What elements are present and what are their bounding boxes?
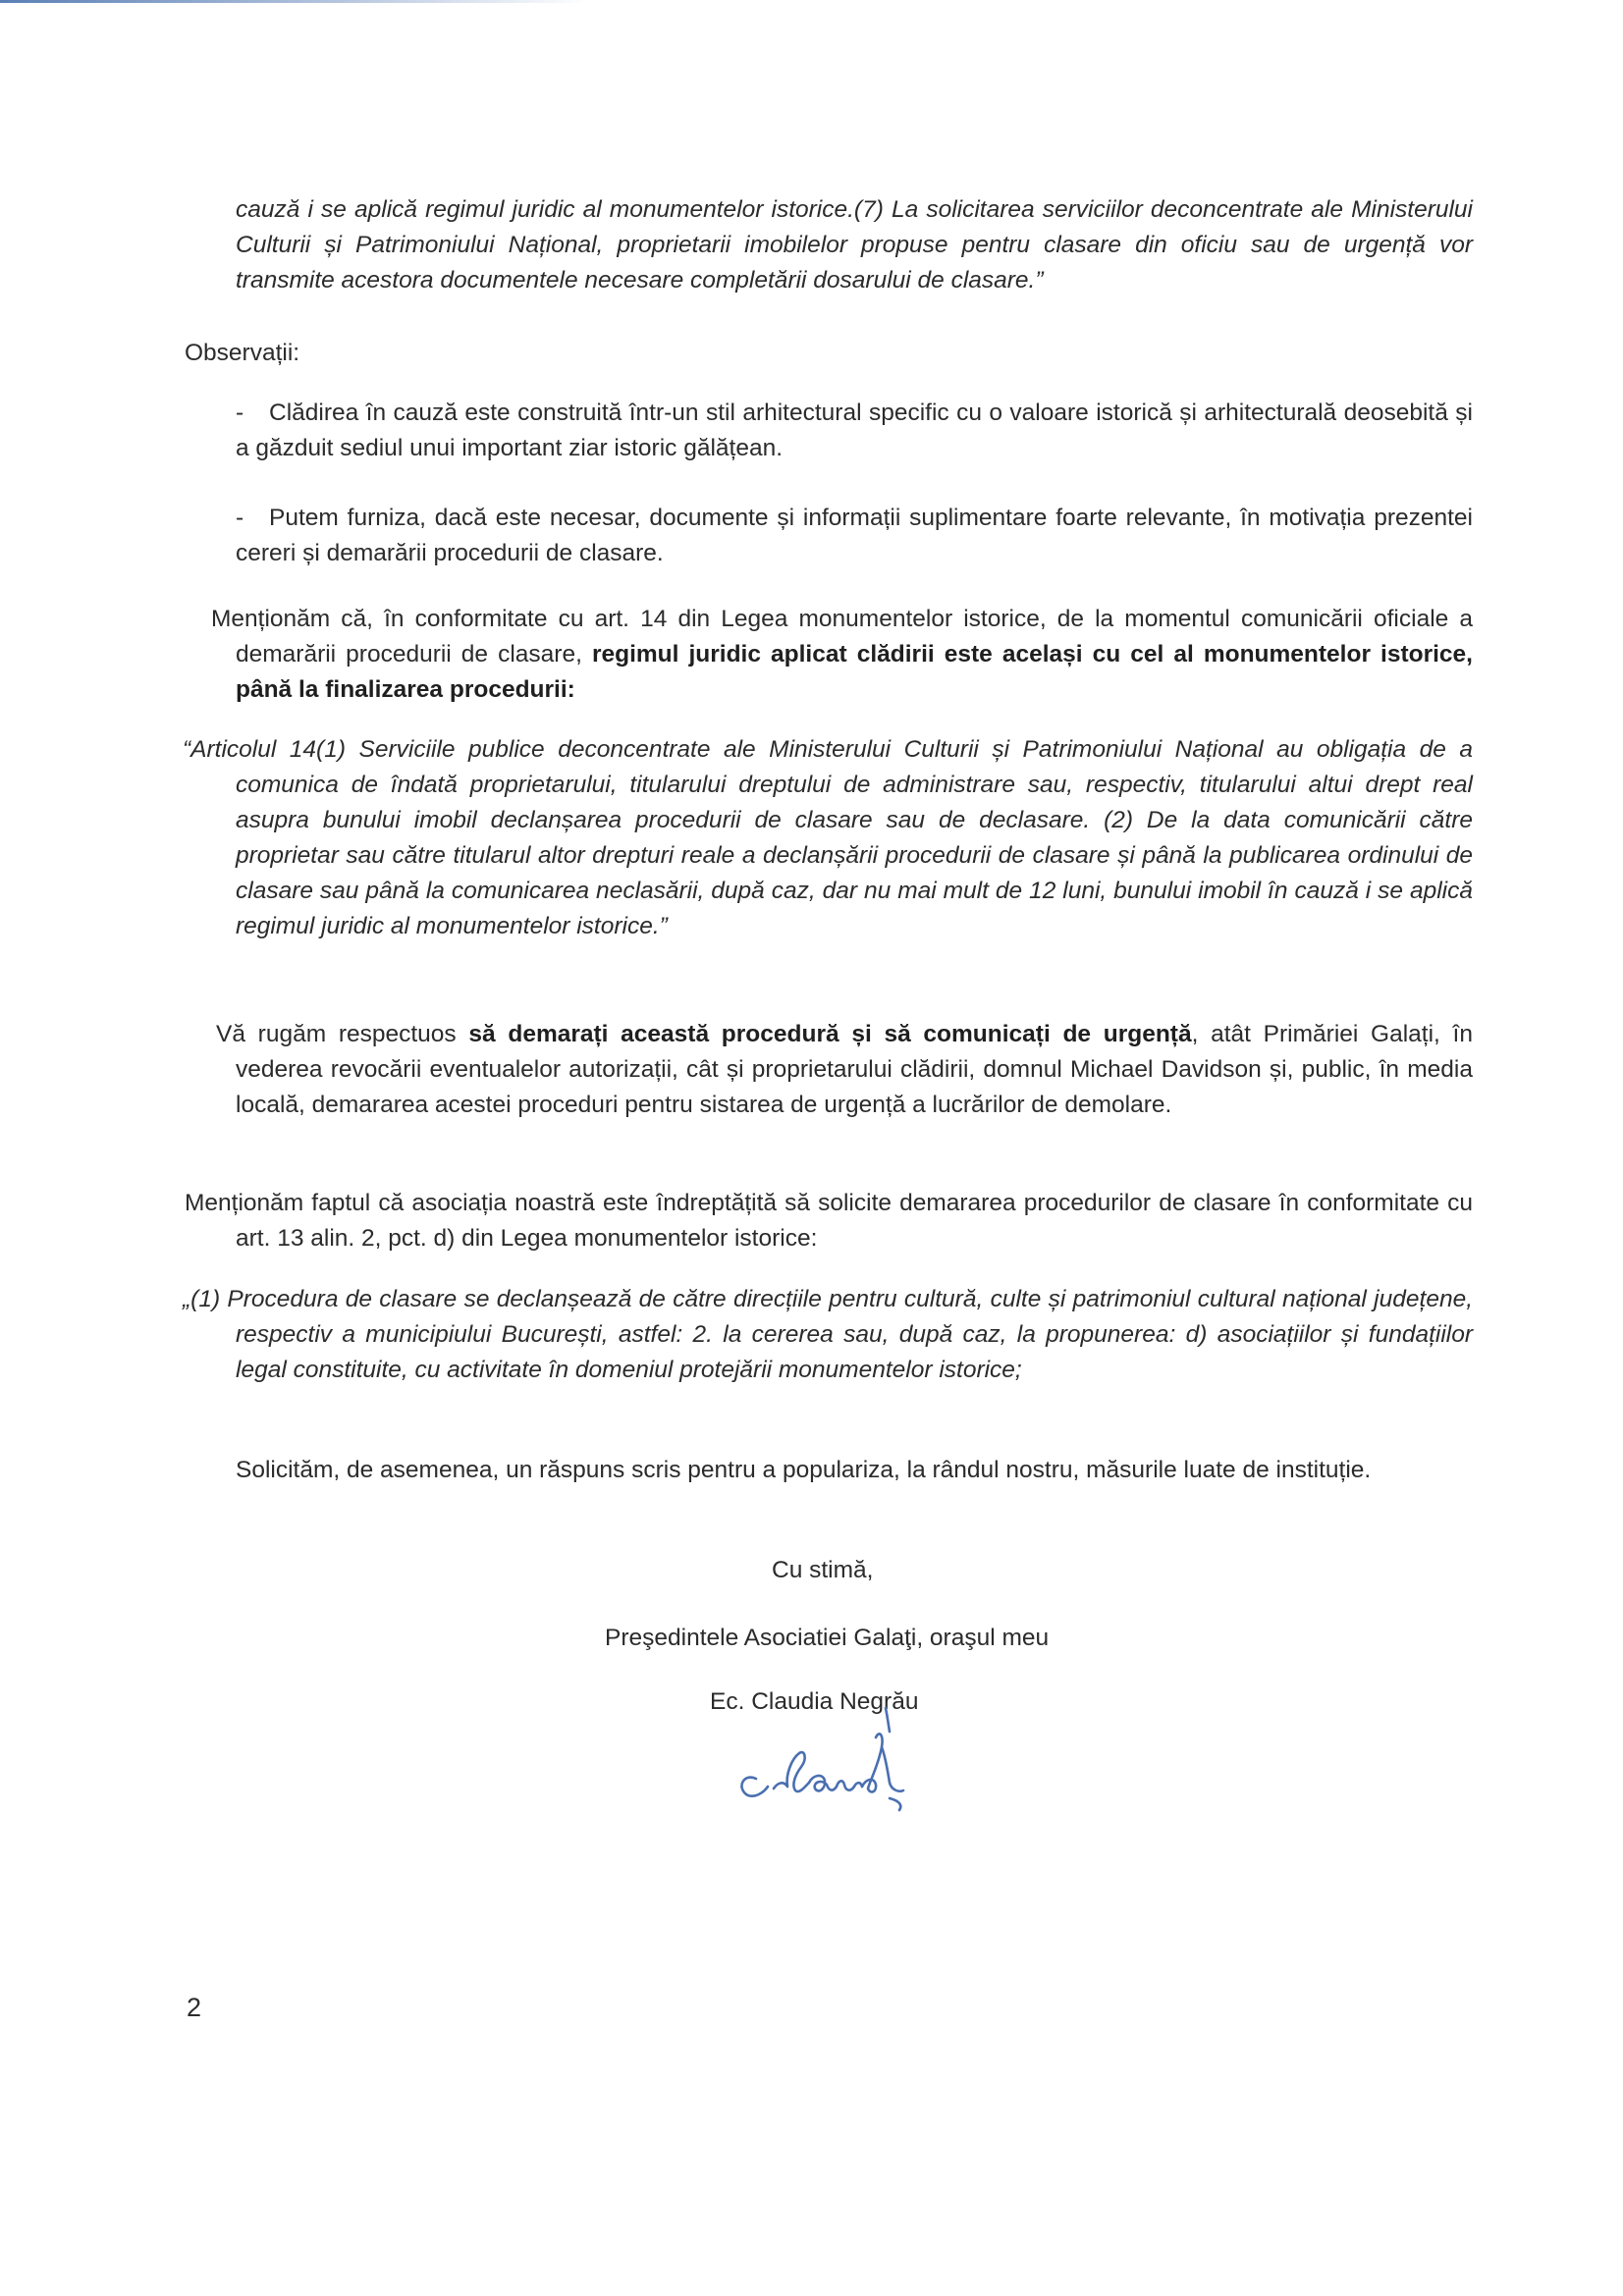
observation-text: Putem furniza, dacă este necesar, documente și informații suplimentare foarte relevante, în motivația prezentei cereri și demarării procedurii de clasare. [236,505,1473,566]
scan-edge-line [0,0,589,3]
closing-request: Solicităm, de asemenea, un răspuns scris pentru a populariza, la rândul nostru, măsurile luate de instituție. [236,1457,1372,1483]
observation-item [236,396,1473,466]
request-bold-text: să demarați această procedură și să comunicați de urgență [468,1021,1192,1047]
article-14-quote: “Articolul 14(1) Serviciile publice deconcentrate ale Ministerului Culturii și Patrimoniului Național au obligația de a comunica de îndată proprietarului, titularului dreptului de administrare sau, respectiv, titularului altui drept real asupra bunului imobil declanșarea procedurii de clasare sau de declasare. (2) De la data comunicării către proprietar sau către titularul altor drepturi reale a declanșării procedurii de clasare și până la publicarea ordinului de clasare sau până la comunicarea neclasării, după caz, dar nu mai mult de 12 luni, bunului imobil în cauză i se aplică regimul juridic al monumentelor istorice.” [183,736,1473,939]
observations-heading: Observații: [185,340,300,366]
page-number: 2 [187,1993,202,2022]
handwritten-signature [717,1688,992,1816]
mention-article-14 [211,602,1473,708]
greeting: Cu stimă, [772,1557,874,1583]
observation-item [236,501,1473,571]
mention-article-13: Menționăm faptul că asociația noastră este îndreptățită să solicite demararea procedurilor de clasare în conformitate cu art. 13 alin. 2, pct. d) din Legea monumentelor istorice: [185,1190,1473,1252]
mention-bold-text: regimul juridic aplicat clădirii este același cu cel al monumentelor istorice, până la finalizarea procedurii: [236,641,1473,703]
bullet-dash: - [236,505,244,531]
quote-continuation: cauză i se aplică regimul juridic al monumentelor istorice.(7) La solicitarea serviciilor deconcentrate ale Ministerului Culturii și Patrimoniului Național, proprietarii imobilelor propuse pentru clasare din oficiu sau de urgență vor transmite acestora documentele necesare completării dosarului de clasare.” [236,196,1473,294]
mention-text: Menționăm că, în conformitate cu art. 14 din Legea monumentelor istorice, de la momentul comunicării oficiale a demarării procedurii de clasare, [211,606,1473,667]
signatory-title: Preşedintele Asociatiei Galaţi, oraşul meu [605,1625,1050,1651]
signatory-name: Ec. Claudia Negrău [710,1688,919,1715]
bullet-dash: - [236,400,244,426]
observation-text: Clădirea în cauză este construită într-un stil arhitectural specific cu o valoare istorică și arhitecturală deosebită și a găzduit sediul unui important ziar istoric gălățean. [236,400,1473,461]
article-13-quote: „(1) Procedura de clasare se declanșează de către direcțiile pentru cultură, culte și patrimoniul cultural național județene, respectiv a municipiului București, astfel: 2. la cererea sau, după caz, la propunerea: d) asociațiilor și fundațiilor legal constituite, cu activitate în domeniul protejării monumentelor istorice; [183,1286,1473,1383]
request-paragraph: Vă rugăm respectuos să demarați această procedură și să comunicați de urgență, atât Primăriei Galați, în vederea revocării eventualelor autorizații, cât și proprietarului clădirii, domnul Michael Davidson și, public, în media locală, demararea acestei proceduri pentru sistarea de urgență a lucrărilor de demolare. [216,1021,1473,1118]
